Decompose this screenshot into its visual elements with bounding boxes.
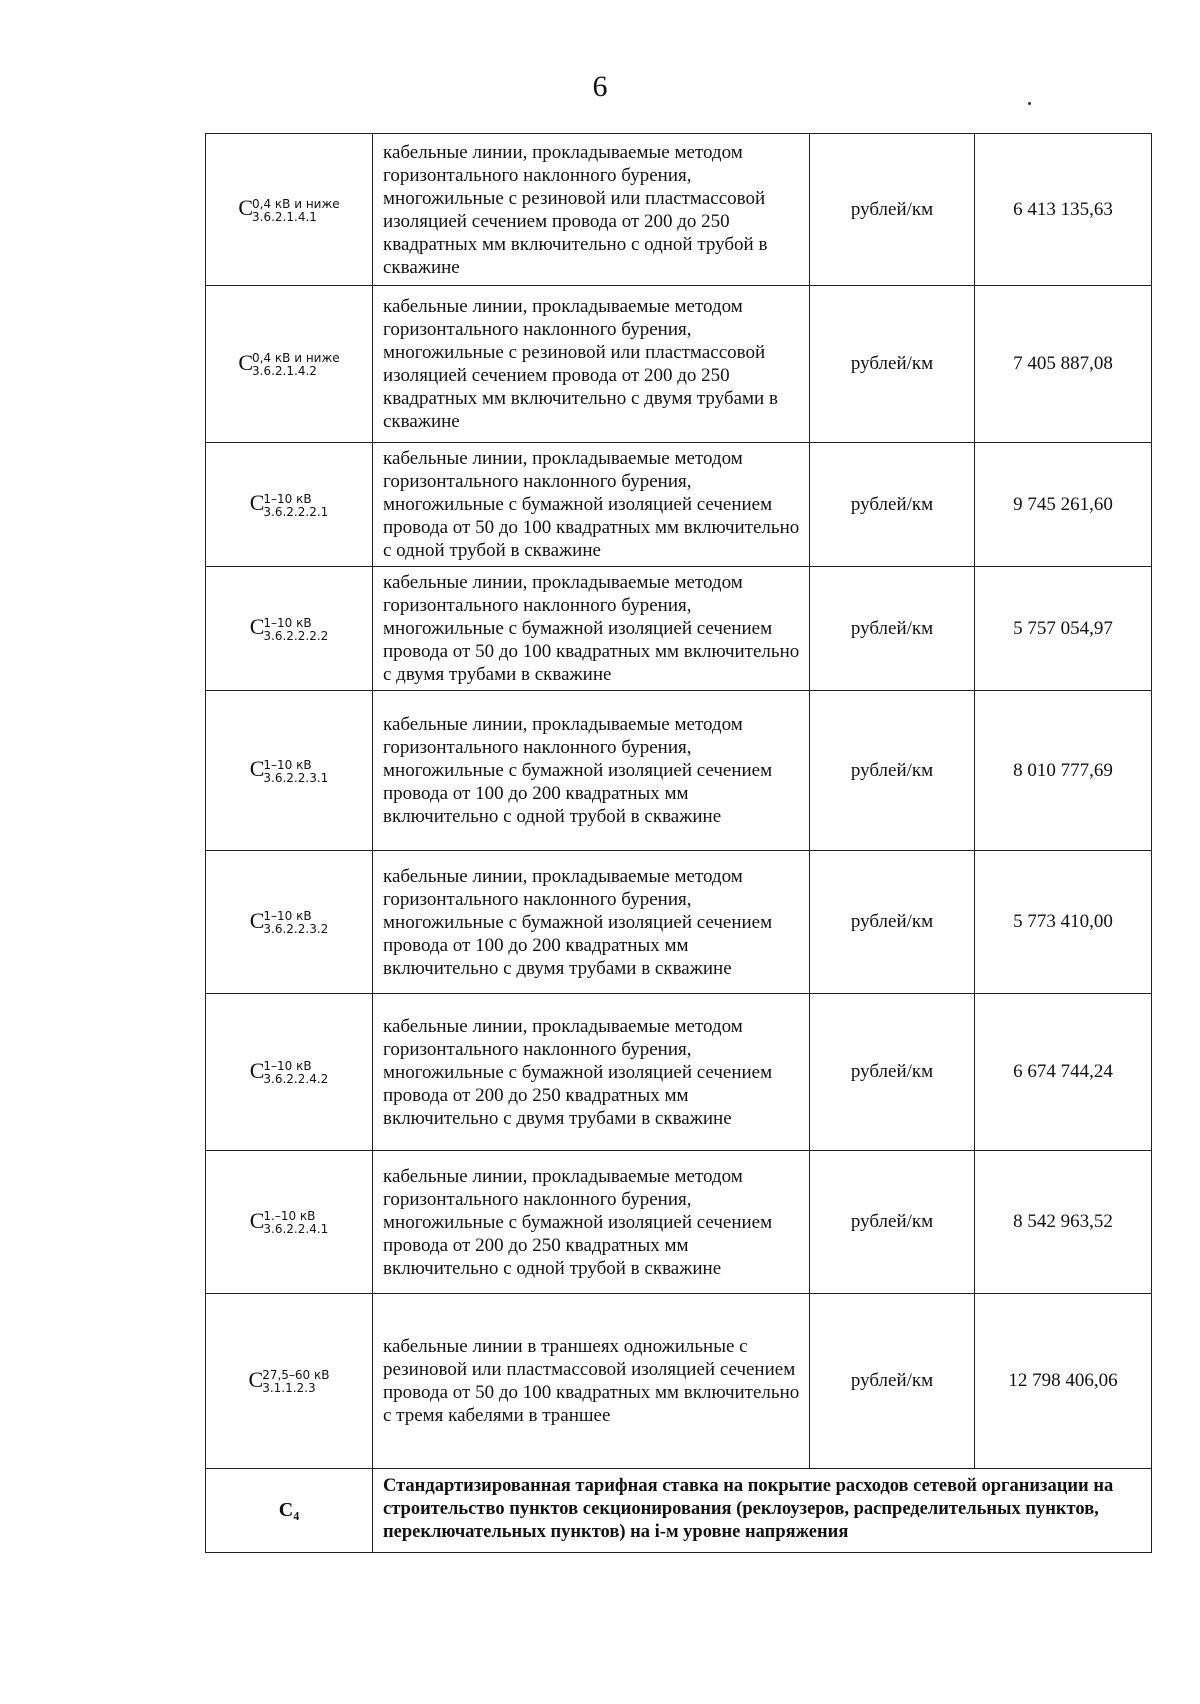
row-value: 8 542 963,52: [975, 1151, 1152, 1294]
table-row: [206, 1294, 1152, 1469]
code-number: 3.6.2.2.3.2: [263, 922, 329, 937]
row-unit: рублей/км: [810, 1294, 975, 1469]
code-indices: [263, 910, 328, 936]
code-indices: [263, 759, 328, 785]
tariff-code: [206, 691, 373, 851]
code-voltage: 1–10 кВ: [263, 1059, 312, 1074]
table-row: [206, 286, 1152, 443]
row-unit: рублей/км: [810, 286, 975, 443]
code-voltage: 1–10 кВ: [263, 757, 312, 772]
row-description: кабельные линии в траншеях одножильные с резиновой или пластмассовой изоляцией сечением провода от 50 до 100 квадратных мм включительно с тремя кабелями в траншее: [373, 1294, 810, 1469]
code-voltage: 27,5–60 кВ: [262, 1368, 330, 1383]
code-voltage: 1–10 кВ: [263, 615, 312, 630]
tariff-code: [206, 134, 373, 286]
row-value: 6 674 744,24: [975, 994, 1152, 1151]
row-value: 12 798 406,06: [975, 1294, 1152, 1469]
tariff-code: [206, 1294, 373, 1469]
page-number: 6: [592, 70, 608, 103]
tariff-code: [206, 1151, 373, 1294]
tariff-code: [206, 567, 373, 691]
code-indices: [263, 617, 328, 643]
code-voltage: 1–10 кВ: [263, 491, 312, 506]
code-indices: [263, 1060, 328, 1086]
table-row: [206, 851, 1152, 994]
code-symbol: C: [249, 1207, 265, 1233]
code-voltage: 1.–10 кВ: [263, 1209, 316, 1224]
table-row: [206, 994, 1152, 1151]
code-voltage: 1–10 кВ: [263, 909, 312, 924]
row-value: 5 757 054,97: [975, 567, 1152, 691]
row-unit: рублей/км: [810, 691, 975, 851]
code-indices: [263, 1210, 328, 1236]
row-unit: рублей/км: [810, 851, 975, 994]
row-unit: рублей/км: [810, 994, 975, 1151]
table-row-c4: [206, 1469, 1152, 1553]
c4-code-cell: C₄: [206, 1469, 373, 1553]
code-voltage: 0,4 кВ и ниже: [252, 196, 340, 211]
row-unit: рублей/км: [810, 1151, 975, 1294]
row-description: кабельные линии, прокладываемые методом горизонтального наклонного бурения, многожильные с бумажной изоляцией сечением провода от 100 до 200 квадратных мм включительно с двумя трубами в скважине: [373, 851, 810, 994]
tariff-code: [206, 851, 373, 994]
code-symbol: C: [249, 907, 265, 933]
code-number: 3.6.2.2.3.1: [263, 770, 329, 785]
code-indices: [252, 198, 340, 224]
code-indices: [263, 493, 328, 519]
table-row: [206, 443, 1152, 567]
row-description: кабельные линии, прокладываемые методом горизонтального наклонного бурения, многожильные с резиновой или пластмассовой изоляцией сечением провода от 200 до 250 квадратных мм включительно с одной трубой в скважине: [373, 134, 810, 286]
row-description: кабельные линии, прокладываемые методом горизонтального наклонного бурения, многожильные с бумажной изоляцией сечением провода от 200 до 250 квадратных мм включительно с одной трубой в скважине: [373, 1151, 810, 1294]
code-indices: [252, 352, 340, 378]
tariff-code: [206, 286, 373, 443]
code-symbol: C: [249, 614, 265, 640]
code-symbol: C: [248, 1366, 264, 1392]
code-indices: [262, 1369, 329, 1395]
table-row: [206, 134, 1152, 286]
tariff-table: [205, 133, 1152, 1553]
code-voltage: 0,4 кВ и ниже: [252, 351, 340, 366]
code-symbol: C: [249, 756, 265, 782]
table-row: [206, 567, 1152, 691]
table-row: [206, 1151, 1152, 1294]
row-description: кабельные линии, прокладываемые методом горизонтального наклонного бурения, многожильные с резиновой или пластмассовой изоляцией сечением провода от 200 до 250 квадратных мм включительно с двумя трубами в скважине: [373, 286, 810, 443]
code-number: 3.6.2.2.2.1: [263, 504, 329, 519]
tariff-code: [206, 994, 373, 1151]
row-unit: рублей/км: [810, 443, 975, 567]
row-value: 5 773 410,00: [975, 851, 1152, 994]
code-number: 3.6.2.1.4.1: [252, 209, 317, 224]
row-description: кабельные линии, прокладываемые методом горизонтального наклонного бурения, многожильные с бумажной изоляцией сечением провода от 50 до 100 квадратных мм включительно с двумя трубами в скважине: [373, 567, 810, 691]
code-number: 3.6.2.2.4.1: [263, 1222, 329, 1237]
row-unit: рублей/км: [810, 567, 975, 691]
tariff-table-body: [206, 134, 1152, 1469]
row-value: 9 745 261,60: [975, 443, 1152, 567]
code-number: 3.6.2.1.4.2: [252, 364, 317, 379]
code-symbol: C: [249, 1057, 265, 1083]
table-row: [206, 691, 1152, 851]
code-symbol: C: [238, 195, 254, 221]
row-value: 8 010 777,69: [975, 691, 1152, 851]
code-symbol: C: [238, 349, 254, 375]
code-number: 3.6.2.2.4.2: [263, 1072, 329, 1087]
row-value: 7 405 887,08: [975, 286, 1152, 443]
row-value: 6 413 135,63: [975, 134, 1152, 286]
scan-dot: [1028, 102, 1031, 105]
tariff-code: [206, 443, 373, 567]
row-description: кабельные линии, прокладываемые методом горизонтального наклонного бурения, многожильные с бумажной изоляцией сечением провода от 50 до 100 квадратных мм включительно с одной трубой в скважине: [373, 443, 810, 567]
row-description: кабельные линии, прокладываемые методом горизонтального наклонного бурения, многожильные с бумажной изоляцией сечением провода от 200 до 250 квадратных мм включительно с двумя трубами в скважине: [373, 994, 810, 1151]
row-unit: рублей/км: [810, 134, 975, 286]
code-symbol: C: [249, 490, 265, 516]
code-number: 3.1.1.2.3: [262, 1381, 316, 1396]
code-number: 3.6.2.2.2.2: [263, 628, 329, 643]
row-description: кабельные линии, прокладываемые методом горизонтального наклонного бурения, многожильные с бумажной изоляцией сечением провода от 100 до 200 квадратных мм включительно с одной трубой в скважине: [373, 691, 810, 851]
c4-description: Стандартизированная тарифная ставка на покрытие расходов сетевой организации на строительство пунктов секционирования (реклоузеров, распределительных пунктов, переключательных пунктов) на i-м уровне напряжения: [373, 1469, 1152, 1553]
